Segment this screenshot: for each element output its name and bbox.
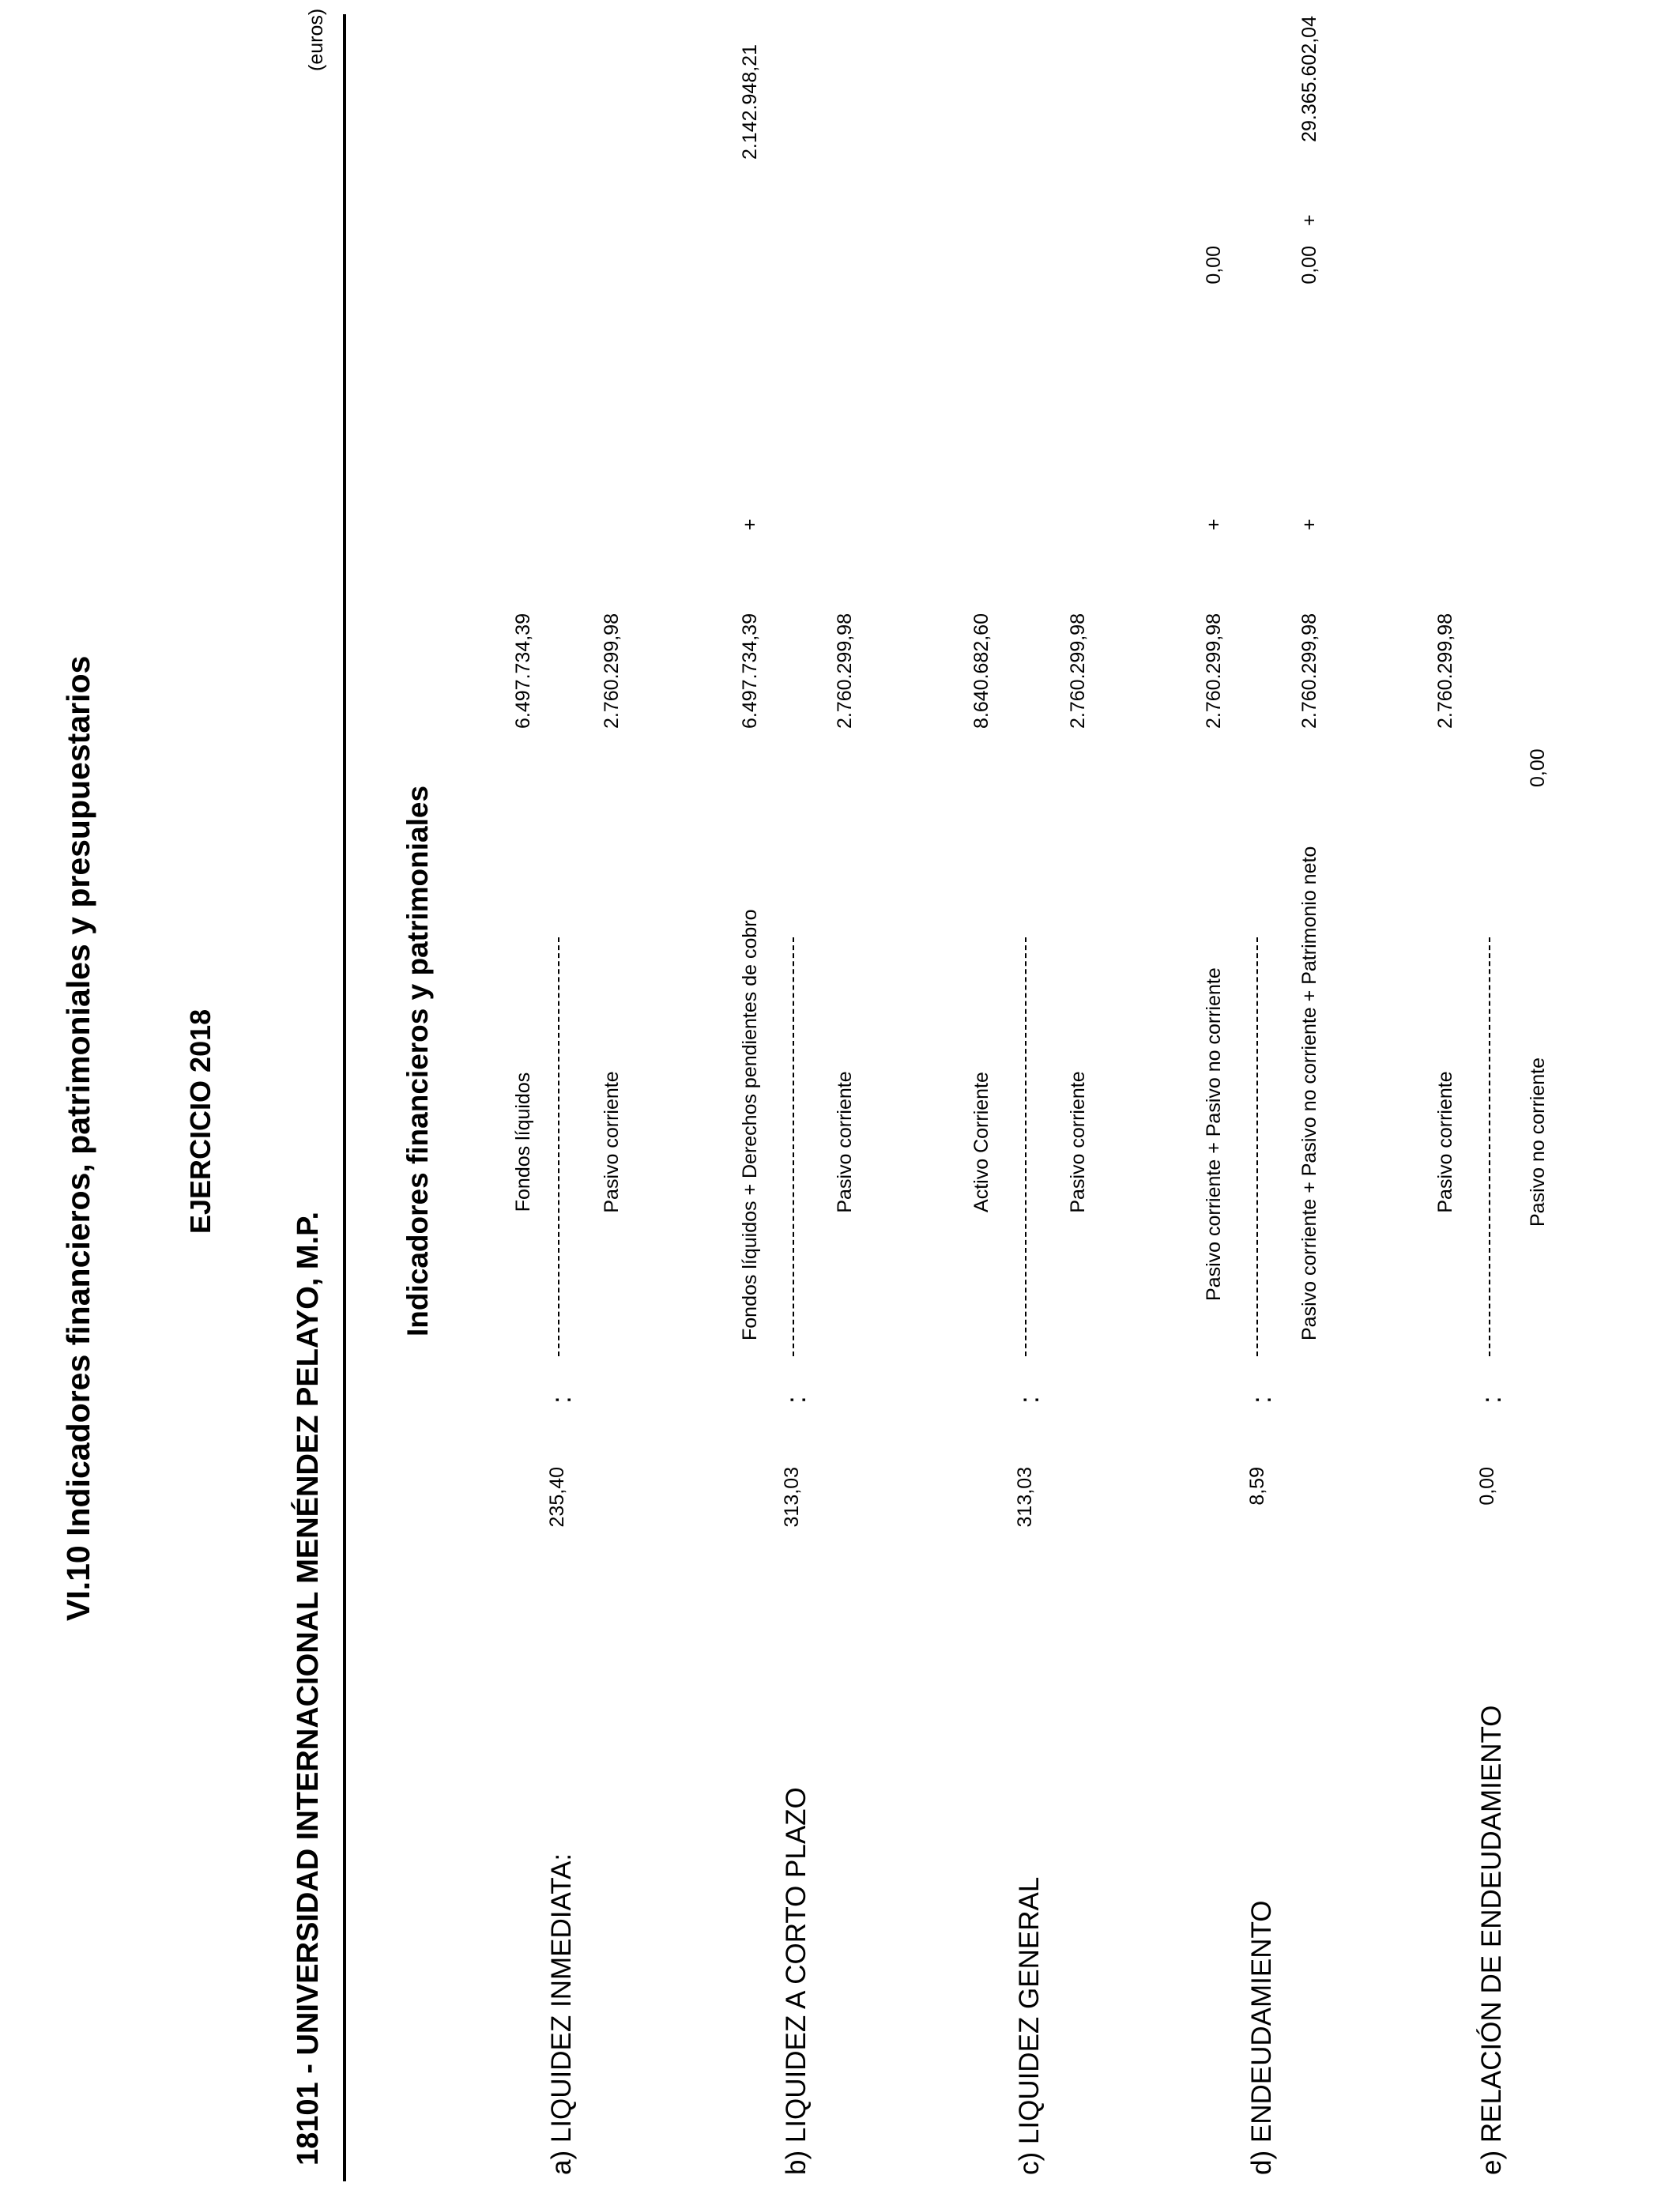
fraction-line xyxy=(1025,937,1026,1356)
exercise-year: EJERCICIO 2018 xyxy=(184,1008,217,1234)
numerator-formula: Pasivo corriente xyxy=(1434,1071,1456,1213)
denominator-amount: 0,00 xyxy=(1298,246,1320,285)
numerator-amount: 2.142.948,21 xyxy=(739,44,761,160)
denominator-amount: 2.760.299,98 xyxy=(601,613,623,729)
plus-sign: + xyxy=(1298,214,1320,226)
indicator-colon: : xyxy=(1246,1396,1277,1404)
numerator-formula: Pasivo corriente + Pasivo no corriente xyxy=(1203,967,1225,1301)
indicator-colon: : xyxy=(546,1396,577,1404)
fraction-line xyxy=(1489,937,1490,1356)
numerator-amount: 0,00 xyxy=(1203,246,1225,285)
numerator-amount: 8.640.682,60 xyxy=(970,613,993,729)
fraction-line xyxy=(1256,937,1258,1356)
indicator-label: a) LIQUIDEZ INMEDIATA: xyxy=(546,1853,577,2175)
numerator-formula: Activo Corriente xyxy=(970,1072,993,1212)
numerator-formula: Fondos líquidos + Derechos pendientes de cobro xyxy=(739,909,761,1340)
indicator-value: 313,03 xyxy=(781,1467,803,1528)
denominator-formula: Pasivo corriente + Pasivo no corriente + Patrimonio neto xyxy=(1298,846,1320,1340)
header-rule xyxy=(343,14,346,2181)
indicator-label: d) ENDEUDAMIENTO xyxy=(1246,1900,1277,2175)
report-title: VI.10 Indicadores financieros, patrimoniales y presupuestarios xyxy=(60,655,96,1621)
numerator-formula: Fondos líquidos xyxy=(512,1072,534,1212)
denominator-formula: Pasivo corriente xyxy=(834,1071,856,1213)
denominator-formula: Pasivo no corriente xyxy=(1527,1057,1549,1227)
denominator-amount: 2.760.299,98 xyxy=(834,613,856,729)
indicator-label: e) RELACIÓN DE ENDEUDAMIENTO xyxy=(1476,1705,1507,2175)
denominator-amount: 29.365.602,04 xyxy=(1298,16,1320,142)
plus-sign: + xyxy=(1298,518,1320,530)
numerator-amount: 2.760.299,98 xyxy=(1434,613,1456,729)
fraction-line xyxy=(793,937,794,1356)
denominator-amount: 2.760.299,98 xyxy=(1298,613,1320,729)
unit-label: (euros) xyxy=(305,8,327,71)
indicator-value: 8,59 xyxy=(1246,1467,1268,1506)
plus-sign: + xyxy=(739,518,761,530)
denominator-formula: Pasivo corriente xyxy=(601,1071,623,1213)
denominator-amount: 2.760.299,98 xyxy=(1067,613,1089,729)
numerator-amount: 6.497.734,39 xyxy=(512,613,534,729)
indicator-colon: : xyxy=(1476,1396,1507,1404)
numerator-amount: 2.760.299,98 xyxy=(1203,613,1225,729)
fraction-line xyxy=(558,937,559,1356)
numerator-amount: 6.497.734,39 xyxy=(739,613,761,729)
indicator-label: c) LIQUIDEZ GENERAL xyxy=(1014,1876,1045,2175)
entity-name: 18101 - UNIVERSIDAD INTERNACIONAL MENÉNDEZ PELAYO, M.P. xyxy=(292,1211,325,2166)
indicator-colon: : xyxy=(1014,1396,1045,1404)
denominator-formula: Pasivo corriente xyxy=(1067,1071,1089,1213)
indicator-label: b) LIQUIDEZ A CORTO PLAZO xyxy=(781,1787,812,2175)
indicator-value: 313,03 xyxy=(1014,1467,1036,1528)
indicator-value: 0,00 xyxy=(1476,1467,1498,1506)
section-title: Indicadores financieros y patrimoniales xyxy=(401,785,434,1336)
indicator-colon: : xyxy=(781,1396,812,1404)
plus-sign: + xyxy=(1203,518,1225,530)
indicator-value: 235,40 xyxy=(546,1467,568,1528)
denominator-amount: 0,00 xyxy=(1527,748,1549,787)
